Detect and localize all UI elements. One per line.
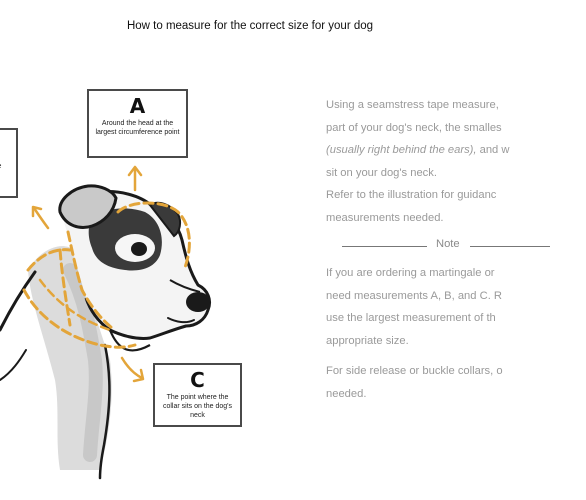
note-rule-right: [470, 246, 550, 247]
arrow-up-a: [129, 167, 141, 190]
instructions-line-3: [326, 139, 586, 162]
note-spacer: [326, 352, 586, 360]
measure-line-a: [118, 203, 189, 270]
note-rule-left: [342, 246, 427, 247]
note-line-4: appropriate size.: [326, 334, 409, 347]
instructions-line-5: Refer to the illustration for guidanc: [326, 189, 497, 201]
note-line-6: needed.: [326, 387, 367, 400]
callout-a-letter: A: [129, 94, 146, 118]
callout-b-line-2: [0, 171, 38, 180]
callout-a: [87, 89, 188, 158]
ear: [60, 186, 116, 228]
neck-outline-back: [0, 272, 35, 330]
callout-c-letter: C: [190, 368, 205, 392]
instructions-line-4: sit on your dog's neck.: [326, 166, 437, 179]
neck-shading: [28, 246, 112, 470]
callout-b-line-1: [0, 162, 38, 171]
eye-patch: [89, 208, 162, 270]
page-title: How to measure for the correct size for your dog: [126, 20, 374, 32]
measure-line-c-2: [40, 280, 110, 330]
head-outline: [62, 192, 210, 339]
note-divider: [342, 238, 542, 254]
ear-right: [150, 203, 180, 236]
callout-c-text: The point where the collar sits on the dog's neck: [162, 394, 233, 419]
callout-b-text: [0, 162, 38, 180]
neck-outline-front: [100, 345, 109, 478]
instructions-text: [326, 94, 586, 229]
callout-b: [0, 128, 18, 198]
nose: [186, 292, 210, 312]
note-line-3: use the largest measurement of th: [326, 312, 496, 324]
measure-line-side: [60, 250, 70, 325]
eye: [131, 242, 147, 256]
measure-line-c: [24, 290, 135, 347]
instructions-line-1: Using a seamstress tape measure,: [326, 99, 499, 111]
chest-line: [0, 350, 26, 380]
arrow-down-c: [122, 358, 143, 381]
note-line-2: need measurements A, B, and C. R: [326, 289, 502, 302]
note-label: Note: [436, 238, 460, 250]
jaw: [110, 330, 150, 350]
instructions-line-3-rest: and w: [476, 144, 510, 156]
note-line-5: For side release or buckle collars, o: [326, 365, 503, 377]
instructions-line-2: part of your dog's neck, the smalles: [326, 121, 502, 134]
note-body: [326, 262, 586, 405]
measure-line-b: [28, 250, 70, 270]
mouth: [168, 318, 194, 322]
arrow-left-b: [33, 207, 48, 228]
eye-white: [115, 234, 155, 262]
callout-c: [153, 363, 242, 427]
instructions-italic: (usually right behind the ears),: [326, 144, 477, 156]
measure-line-a-2: [68, 232, 112, 328]
instructions-line-6: measurements needed.: [326, 211, 444, 224]
neck-shading-2: [70, 270, 96, 455]
snout: [170, 280, 200, 292]
note-line-1: If you are ordering a martingale or: [326, 267, 495, 279]
callout-a-text: Around the head at the largest circumference point: [95, 120, 180, 136]
